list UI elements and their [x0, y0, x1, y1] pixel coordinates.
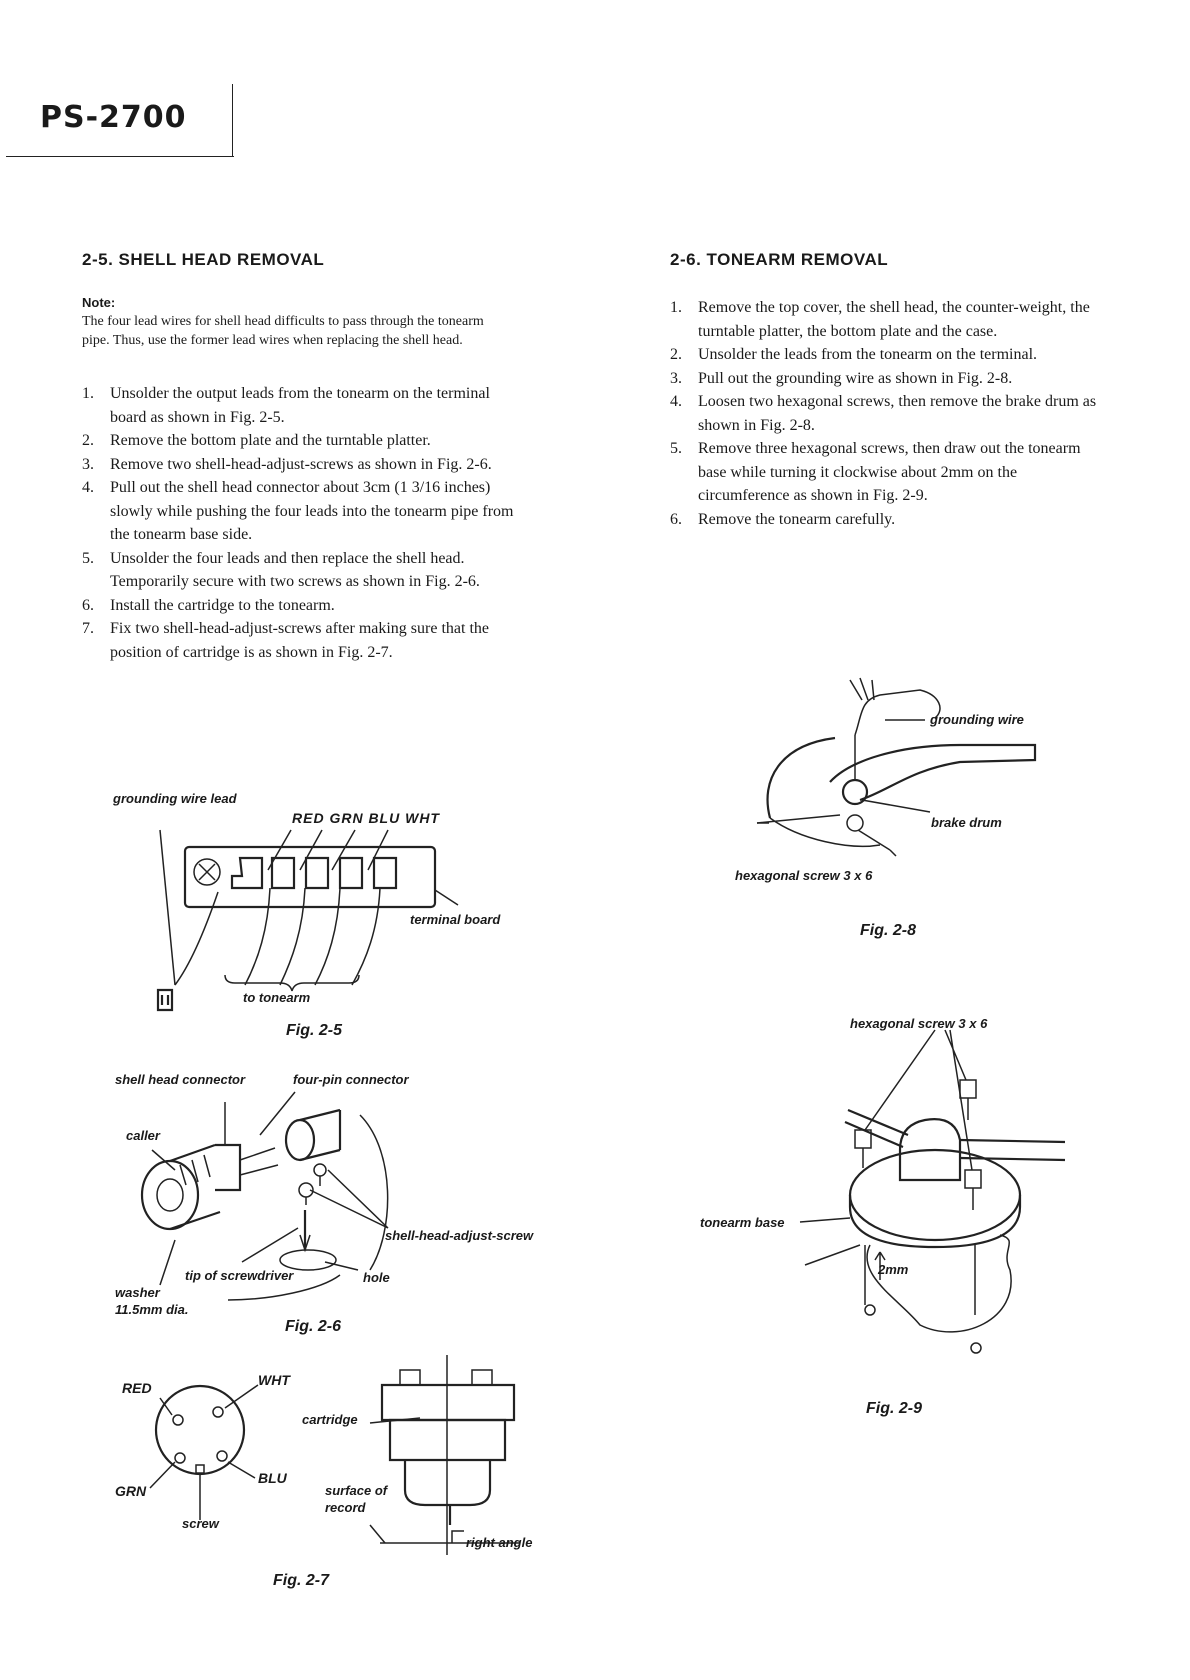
fig-2-6-caption: Fig. 2-6: [285, 1318, 342, 1335]
step-item: 1. Unsolder the output leads from the tonearm on the terminal board as shown in Fig. 2-5.: [82, 385, 490, 426]
fig-2-7-surface-of-record: surface of record: [325, 1483, 388, 1515]
fig-2-5-to-tonearm: to tonearm: [243, 990, 311, 1005]
base-plate-outline: [865, 1235, 1011, 1353]
fig-2-7-blu: BLU: [258, 1470, 287, 1486]
step-item: 7. Fix two shell-head-adjust-screws after making sure that the position of cartridge is as shown in Fig. 2-7.: [82, 620, 489, 661]
step-item: 2. Unsolder the leads from the tonearm on the terminal.: [670, 346, 1038, 363]
fig-2-6-washer: washer: [115, 1285, 160, 1300]
note-text: The four lead wires for shell head difficults to pass through the tonearm pipe. Thus, use the former lead wires when replacing the shell head.: [82, 314, 484, 348]
fig-2-7-right-angle: right angle: [466, 1535, 533, 1550]
step-item: 3. Pull out the grounding wire as shown in Fig. 2-8.: [670, 369, 1013, 387]
fig-2-6-washer-dia: 11.5mm dia.: [115, 1302, 189, 1317]
fig-2-8-brake-drum: brake drum: [931, 815, 1002, 830]
fig-2-5-caption: Fig. 2-5: [286, 1022, 343, 1039]
fig-2-8-hexagonal-screw: hexagonal screw 3 x 6: [735, 868, 873, 883]
tonearm-base-drawing: [845, 1110, 1065, 1247]
fig-2-9-tonearm-base: tonearm base: [700, 1215, 785, 1230]
step-item: 1. Remove the top cover, the shell head, the counter-weight, the turntable platter, the bottom plate and the case.: [670, 299, 1090, 340]
fig-2-6-caller: caller: [126, 1128, 160, 1143]
fig-2-7-cartridge: cartridge: [302, 1412, 358, 1427]
fig-2-6-hole: hole: [363, 1270, 390, 1285]
step-item: 6. Remove the tonearm carefully.: [670, 510, 896, 528]
fig-2-9-caption: Fig. 2-9: [866, 1400, 923, 1417]
step-item: 5. Remove three hexagonal screws, then draw out the tonearm base while turning it clockwise about 2mm on the circumference as shown in Fig. 2-9.: [670, 440, 1081, 504]
note-label: Note:: [82, 295, 116, 310]
fig-2-6-tip-of-screwdriver: tip of screwdriver: [185, 1268, 294, 1283]
fig-2-6-shell-head-adjust-screw: shell-head-adjust-screw: [385, 1228, 534, 1243]
fig-2-7-screw: screw: [182, 1516, 219, 1531]
fig-2-7-caption: Fig. 2-7: [273, 1572, 330, 1589]
step-item: 6. Install the cartridge to the tonearm.: [82, 596, 335, 614]
section-2-6-title: 2-6. TONEARM REMOVAL: [670, 250, 889, 269]
section-2-5-title: 2-5. SHELL HEAD REMOVAL: [82, 250, 325, 269]
fig-2-5-grounding-wire-lead: grounding wire lead: [113, 791, 237, 806]
fig-2-9-hexagonal-screw: hexagonal screw 3 x 6: [850, 1016, 988, 1031]
fig-2-6-shell-head-connector: shell head connector: [115, 1072, 246, 1087]
model-title: PS-2700: [40, 100, 187, 135]
fig-2-6-four-pin-connector: four-pin connector: [293, 1072, 409, 1087]
fig-2-7-wht: WHT: [258, 1372, 290, 1388]
fig-2-5-wire-colors: RED GRN BLU WHT: [292, 810, 440, 826]
fig-2-7-grn: GRN: [115, 1483, 147, 1499]
fig-2-8-caption: Fig. 2-8: [860, 922, 917, 939]
fig-2-7-red: RED: [122, 1380, 152, 1396]
step-item: 2. Remove the bottom plate and the turntable platter.: [82, 432, 431, 449]
fig-2-5-terminal-board-label: terminal board: [410, 912, 501, 927]
step-item: 4. Pull out the shell head connector about 3cm (1 3/16 inches) slowly while pushing the four leads into the tonearm pipe from the tonearm base side.: [82, 479, 514, 543]
step-item: 5. Unsolder the four leads and then replace the shell head. Temporarily secure with two screws as shown in Fig. 2-6.: [82, 549, 480, 590]
fig-2-9-gap: 2mm: [878, 1262, 909, 1277]
fig-2-9-leaders: [800, 1218, 885, 1280]
fig-2-8-grounding-wire: grounding wire: [930, 712, 1024, 727]
step-item: 3. Remove two shell-head-adjust-screws as shown in Fig. 2-6.: [82, 455, 492, 473]
step-item: 4. Loosen two hexagonal screws, then remove the brake drum as shown in Fig. 2-8.: [670, 393, 1097, 434]
